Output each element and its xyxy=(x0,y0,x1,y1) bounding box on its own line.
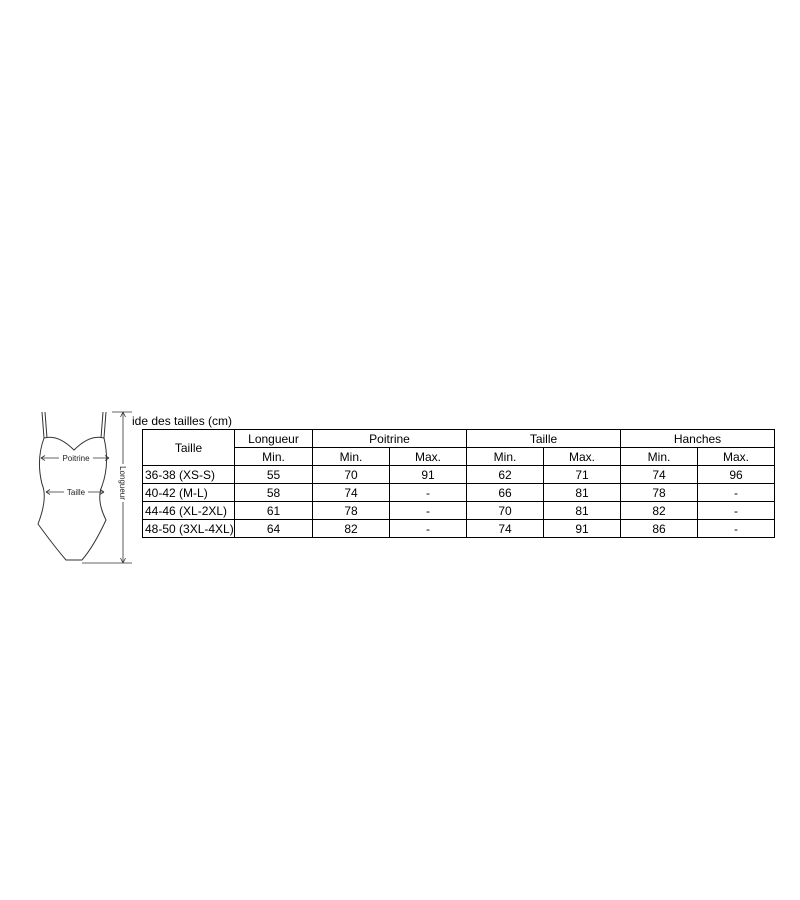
hips-min-cell: 86 xyxy=(621,520,698,538)
hips-min-cell: 78 xyxy=(621,484,698,502)
chest-min-cell: 74 xyxy=(313,484,390,502)
table-row xyxy=(143,484,775,502)
column-header-waist: Taille xyxy=(467,430,621,448)
waist-min-cell: 66 xyxy=(467,484,544,502)
chest-max-cell: - xyxy=(390,502,467,520)
column-header-hips: Hanches xyxy=(621,430,775,448)
table-header-row xyxy=(143,430,775,448)
table-row xyxy=(143,502,775,520)
waist-max-cell: 81 xyxy=(544,502,621,520)
length-min-cell: 64 xyxy=(235,520,313,538)
size-cell: 40-42 (M-L) xyxy=(143,484,235,502)
waist-max-cell: 71 xyxy=(544,466,621,484)
size-cell: 48-50 (3XL-4XL) xyxy=(143,520,235,538)
subheader-waist-min: Min. xyxy=(467,448,544,466)
waist-label: Taille xyxy=(66,488,86,497)
chest-min-cell: 78 xyxy=(313,502,390,520)
size-cell: 44-46 (XL-2XL) xyxy=(143,502,235,520)
column-header-size: Taille xyxy=(143,430,235,466)
table-subheader-row xyxy=(143,448,775,466)
length-min-cell: 58 xyxy=(235,484,313,502)
size-guide-title: ide des tailles (cm) xyxy=(132,414,233,428)
chest-max-cell: - xyxy=(390,484,467,502)
column-header-length: Longueur xyxy=(235,430,313,448)
size-cell: 36-38 (XS-S) xyxy=(143,466,235,484)
chest-min-cell: 82 xyxy=(313,520,390,538)
table-row xyxy=(143,520,775,538)
swimsuit-measurement-diagram xyxy=(30,408,140,568)
waist-max-cell: 81 xyxy=(544,484,621,502)
size-table xyxy=(142,429,775,538)
length-label: Longueur xyxy=(118,466,127,500)
subheader-chest-min: Min. xyxy=(313,448,390,466)
length-min-cell: 55 xyxy=(235,466,313,484)
chest-max-cell: 91 xyxy=(390,466,467,484)
subheader-hips-min: Min. xyxy=(621,448,698,466)
chest-min-cell: 70 xyxy=(313,466,390,484)
swimsuit-outline-icon xyxy=(30,408,140,568)
length-min-cell: 61 xyxy=(235,502,313,520)
waist-min-cell: 74 xyxy=(467,520,544,538)
subheader-length-min: Min. xyxy=(235,448,313,466)
subheader-chest-max: Max. xyxy=(390,448,467,466)
subheader-waist-max: Max. xyxy=(544,448,621,466)
hips-max-cell: - xyxy=(698,520,775,538)
chest-label: Poitrine xyxy=(62,454,90,463)
hips-min-cell: 82 xyxy=(621,502,698,520)
hips-min-cell: 74 xyxy=(621,466,698,484)
column-header-chest: Poitrine xyxy=(313,430,467,448)
table-row xyxy=(143,466,775,484)
hips-max-cell: 96 xyxy=(698,466,775,484)
hips-max-cell: - xyxy=(698,484,775,502)
subheader-hips-max: Max. xyxy=(698,448,775,466)
waist-max-cell: 91 xyxy=(544,520,621,538)
hips-max-cell: - xyxy=(698,502,775,520)
chest-max-cell: - xyxy=(390,520,467,538)
waist-min-cell: 70 xyxy=(467,502,544,520)
waist-min-cell: 62 xyxy=(467,466,544,484)
